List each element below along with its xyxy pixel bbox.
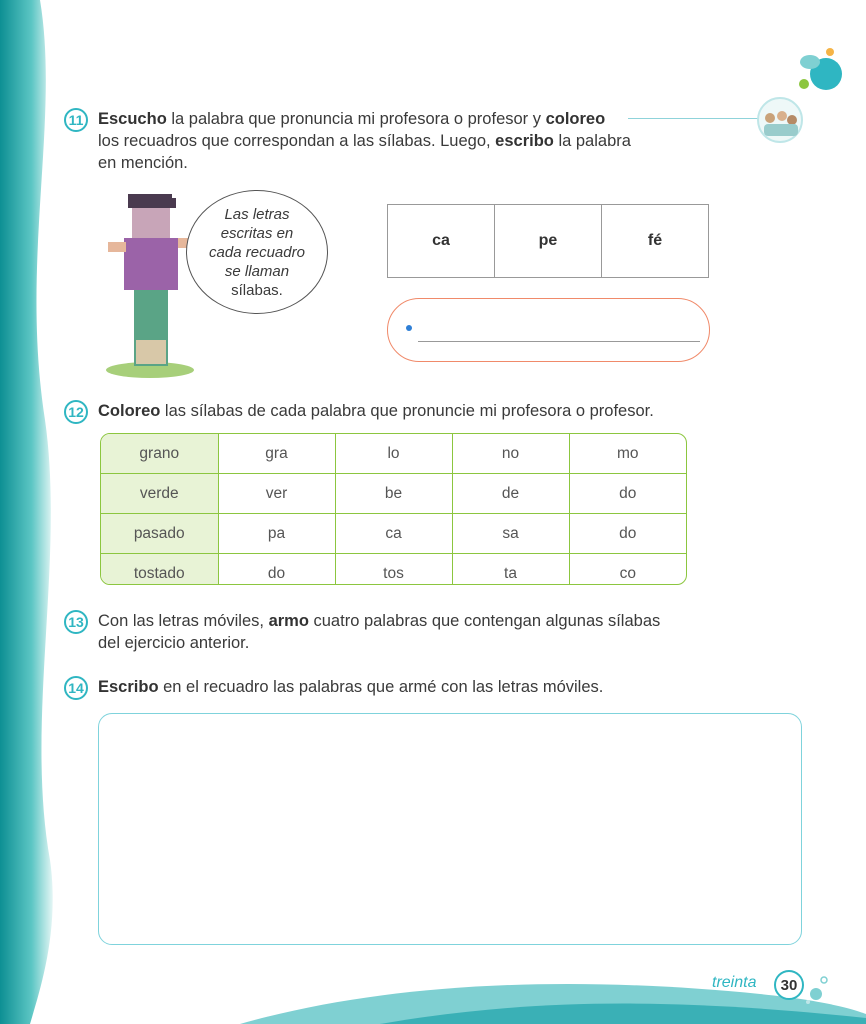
syllable-box[interactable]: pe	[495, 205, 602, 277]
instruction-line: Con las letras móviles, armo cuatro palabras que contengan algunas sílabas	[98, 612, 661, 630]
instruction-line: Coloreo las sílabas de cada palabra que pronuncie mi profesora o profesor.	[98, 402, 654, 420]
syllable-cell[interactable]: pa	[218, 514, 335, 554]
syllable-cell[interactable]: de	[452, 474, 569, 514]
girl-illustration	[100, 190, 200, 380]
word-cell: verde	[101, 474, 218, 514]
exercise-number: 12	[64, 400, 88, 424]
bottom-wave-decoration	[0, 964, 866, 1024]
syllable-cell[interactable]: lo	[335, 434, 452, 474]
syllable-cell[interactable]: ca	[335, 514, 452, 554]
word-cell: tostado	[101, 554, 218, 586]
exercise-number: 13	[64, 610, 88, 634]
word-answer-field[interactable]	[387, 298, 710, 362]
instruction-line: Escribo en el recuadro las palabras que armé con las letras móviles.	[98, 678, 604, 696]
page-number: 30	[774, 970, 804, 1000]
syllable-cell[interactable]: gra	[218, 434, 335, 474]
speech-bubble	[186, 190, 328, 314]
header-rule	[628, 118, 762, 119]
table-row	[101, 474, 686, 514]
syllable-cell[interactable]: do	[569, 514, 686, 554]
word-cell: grano	[101, 434, 218, 474]
syllable-cell[interactable]: no	[452, 434, 569, 474]
instruction-line: Escucho la palabra que pronuncia mi profesora o profesor y coloreo	[98, 110, 606, 128]
instruction-line: en mención.	[98, 154, 188, 172]
instruction-line: los recuadros que correspondan a las sílabas. Luego, escribo la palabra	[98, 132, 631, 150]
exercise-number: 14	[64, 676, 88, 700]
exercise-number: 11	[64, 108, 88, 132]
syllable-table	[100, 433, 687, 585]
bubble-text: Las letras	[224, 205, 290, 223]
syllable-cell[interactable]: co	[569, 554, 686, 586]
syllable-cell[interactable]: be	[335, 474, 452, 514]
group-activity-icon	[756, 96, 804, 144]
syllable-cell[interactable]: do	[218, 554, 335, 586]
left-wave-decoration	[0, 0, 70, 1024]
instruction-line: del ejercicio anterior.	[98, 634, 250, 652]
syllable-cell[interactable]: tos	[335, 554, 452, 586]
fish-coral-decoration	[790, 40, 846, 100]
word-cell: pasado	[101, 514, 218, 554]
syllable-cell[interactable]: do	[569, 474, 686, 514]
table-row	[101, 434, 686, 474]
bullet-icon	[406, 325, 412, 331]
table-row	[101, 514, 686, 554]
bubble-text: escritas en	[220, 224, 294, 242]
bubbles-icon	[800, 972, 830, 1006]
bubble-text: se llaman	[224, 262, 290, 280]
syllable-cell[interactable]: sa	[452, 514, 569, 554]
syllable-box[interactable]: fé	[647, 232, 663, 249]
syllable-boxes	[387, 204, 709, 278]
syllable-cell[interactable]: ver	[218, 474, 335, 514]
syllable-cell[interactable]: mo	[569, 434, 686, 474]
bubble-text: cada recuadro	[209, 243, 305, 261]
writing-box[interactable]	[98, 713, 802, 945]
answer-line	[418, 341, 700, 342]
syllable-box[interactable]: ca	[388, 205, 495, 277]
table-row	[101, 554, 686, 586]
page-word: treinta	[712, 974, 757, 991]
bubble-text: sílabas.	[231, 281, 283, 299]
syllable-cell[interactable]: ta	[452, 554, 569, 586]
